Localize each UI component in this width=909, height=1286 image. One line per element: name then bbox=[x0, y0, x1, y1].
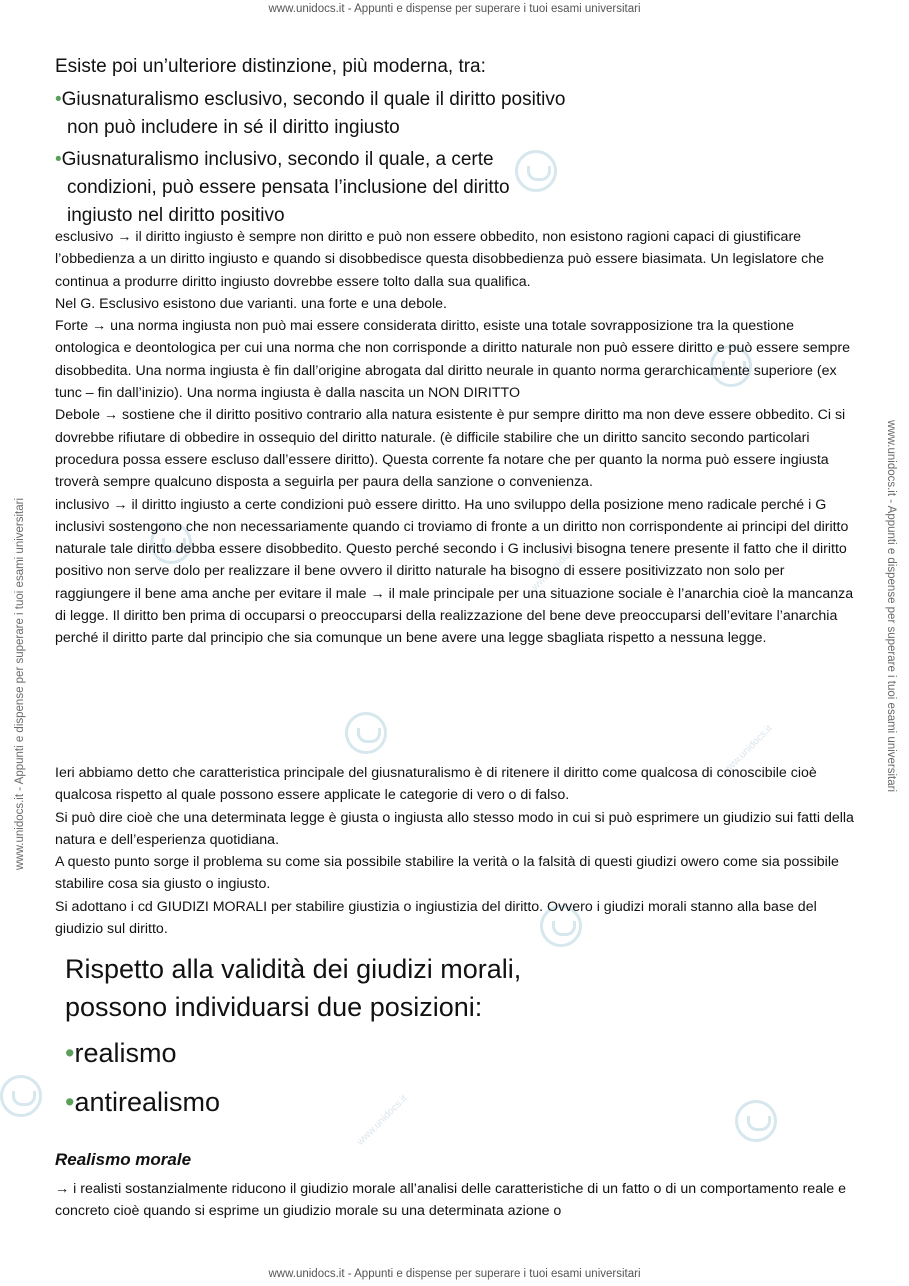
slide1-title: Esiste poi un’ulteriore distinzione, più moderna, tra: bbox=[55, 56, 486, 77]
slide2-bullet-antirealismo bbox=[65, 1087, 220, 1118]
paragraph-legge: Si può dire cioè che una determinata legge è giusta o ingiusta allo stesso modo in cui si può esprimere un giudizio sui fatti della natura e dell’esperienza quotidiana. bbox=[55, 809, 854, 848]
watermark-small-text: www.unidocs.it bbox=[720, 723, 775, 778]
paragraph-giudizi-morali: Si adottano i cd GIUDIZI MORALI per stabilire giustizia o ingiustizia del diritto. Ovvero i giudizi morali stanno alla base del giudizio sul diritto. bbox=[55, 898, 817, 938]
slide2-title-line1: Rispetto alla validità dei giudizi morali, bbox=[65, 954, 522, 984]
watermark-logo-icon bbox=[0, 1075, 42, 1117]
paragraph-problema: A questo punto sorge il problema su come sia possibile stabilire la verità o la falsità di questi giudizi owero come sia possibile stabilire cosa sia giusto o ingiusto. bbox=[55, 854, 839, 893]
body-section-1 bbox=[55, 226, 855, 650]
slide1-bullet-1-line bbox=[55, 86, 575, 142]
bullet-dot-icon: • bbox=[55, 149, 62, 170]
watermark-logo-icon bbox=[735, 1100, 777, 1142]
slide2-bullet-1-text: realismo bbox=[74, 1038, 177, 1068]
slide1-bullet-1-text: Giusnaturalismo esclusivo, secondo il quale il diritto positivo non può includere in sé il diritto ingiusto bbox=[61, 89, 566, 138]
slide1-bullet-2-text: Giusnaturalismo inclusivo, secondo il quale, a certe condizioni, può essere pensata l’inclusione del diritto ingiusto nel diritto positivo bbox=[61, 149, 510, 226]
section-paragraph: → i realisti sostanzialmente riducono il giudizio morale all’analisi delle caratteristiche di un fatto o di un comportamento reale e concreto cioè quando si esprime un giudizio morale su una determinata azione o bbox=[55, 1181, 846, 1220]
slide2-bullet-realismo bbox=[65, 1038, 176, 1069]
watermark-small-text: www.unidocs.it bbox=[355, 1093, 410, 1148]
bullet-dot-icon: • bbox=[65, 1087, 75, 1117]
slide1-bullet-2-line bbox=[55, 146, 575, 230]
slide2-title bbox=[65, 950, 521, 1026]
body-section-2 bbox=[55, 762, 855, 940]
slide1-bullet-1 bbox=[55, 86, 575, 142]
paragraph-varianti: Nel G. Esclusivo esistono due varianti. una forte e una debole. bbox=[55, 295, 447, 312]
slide1-bullet-2 bbox=[55, 146, 575, 230]
paragraph-esclusivo: esclusivo → il diritto ingiusto è sempre non diritto e può non essere obbedito, non esistono ragioni capaci di giustificare l’obbedienza a un diritto ingiusto e quando si disobbedisce questa disobbedienza può essere biasimata. Un legislatore che continua a produrre diritto ingiusto dovrebbe essere tolto dalla sua qualifica. bbox=[55, 229, 824, 290]
section-heading: Realismo morale bbox=[55, 1150, 192, 1169]
bullet-dot-icon: • bbox=[55, 89, 62, 110]
watermark-small-text: www.unidocs.it bbox=[530, 538, 585, 593]
slide2-title-line2: possono individuarsi due posizioni: bbox=[65, 992, 483, 1022]
slide2-bullet-2-text: antirealismo bbox=[74, 1087, 221, 1117]
bullet-dot-icon: • bbox=[65, 1038, 75, 1068]
paragraph-ieri: Ieri abbiamo detto che caratteristica principale del giusnaturalismo è di ritenere il diritto come qualcosa di conoscibile cioè qualcosa rispetto al quale possono essere applicate le categorie di vero o di falso. bbox=[55, 765, 817, 804]
paragraph-debole: Debole → sostiene che il diritto positivo contrario alla natura esistente è pur sempre diritto ma non deve essere obbedito. Ci si dovrebbe rifiutare di obbedire in ossequio del diritto naturale. (è difficile stabilire che un diritto sancito secondo particolari procedura possa essere escluso dall’essere diritto). Questa corrente fa notare che per quanto la norma può essere ingiusta troverà sempre qualcuno disposta a seguirla per paura della sanzione o convenienza. bbox=[55, 407, 846, 491]
paragraph-forte: Forte → una norma ingiusta non può mai essere considerata diritto, esiste una totale sovrapposizione tra la questione ontologica e deontologica per cui una norma che non corrisponde a diritto naturale non può essere diritto e può essere sempre disobbedita. Una norma ingiusta è fin dall’origine abrogata dal diritto neurale in quanto norma gerarchicamente superiore (ex tunc – fin dall’inizio). Una norma ingiusta è dalla nascita un NON DIRITTO bbox=[55, 318, 850, 402]
page-footer: www.unidocs.it - Appunti e dispense per superare i tuoi esami universitari bbox=[268, 1268, 641, 1280]
side-watermark-right: www.unidocs.it - Appunti e dispense per superare i tuoi esami universitari bbox=[885, 420, 897, 793]
side-watermark-left: www.unidocs.it - Appunti e dispense per superare i tuoi esami universitari bbox=[14, 497, 26, 870]
paragraph-inclusivo: inclusivo → il diritto ingiusto a certe condizioni può essere diritto. Ha uno sviluppo della posizione meno radicale perché i G inclusivi sostengono che non necessariamente quando ci troviamo di fronte a un diritto non corrispondente ai principi del diritto naturale tale diritto debba essere disobbedito. Questo perché secondo i G inclusivi bisogna tenere presente il fatto che il diritto positivo non serve dolo per realizzare il bene ovvero il diritto naturale ha bisogno di essere positivizzato non solo per raggiungere il bene ama anche per evitare il male → il male principale per una situazione sociale è l’anarchia cioè la mancanza di legge. Il diritto ben prima di occuparsi o preoccuparsi della realizzazione del bene deve preoccuparsi dell’evitare l’anarchia perché il diritto parte dal principio che sia comunque un bene avere una legge sbagliata rispetto a nessuna legge. bbox=[55, 496, 854, 647]
watermark-logo-icon bbox=[345, 712, 387, 754]
page-header: www.unidocs.it - Appunti e dispense per superare i tuoi esami universitari bbox=[268, 3, 641, 15]
